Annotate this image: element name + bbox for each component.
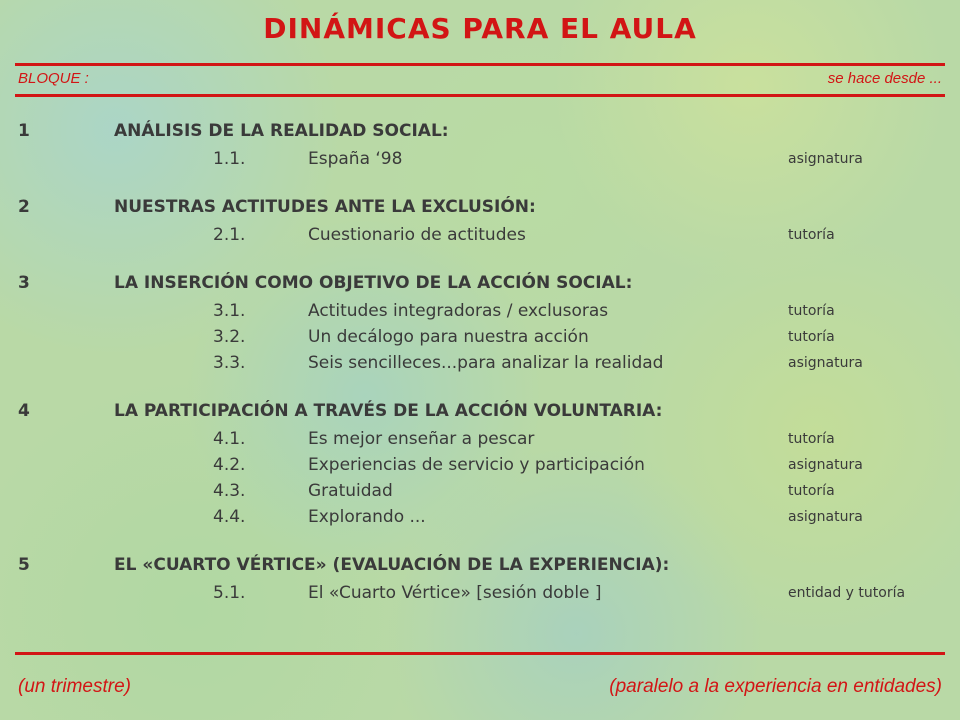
section-number: 1 [18, 121, 30, 141]
item-responsible: tutoría [788, 329, 835, 345]
item-responsible: tutoría [788, 483, 835, 499]
list-item [18, 504, 948, 530]
list-item [18, 580, 948, 606]
list-item [18, 146, 948, 172]
section-number: 2 [18, 197, 30, 217]
item-number: 2.1. [213, 225, 246, 245]
header-left-label: BLOQUE : [18, 70, 89, 87]
list-item [18, 298, 948, 324]
item-number: 4.4. [213, 507, 246, 527]
list-item [18, 478, 948, 504]
item-number: 4.3. [213, 481, 246, 501]
item-responsible: asignatura [788, 355, 863, 371]
section-heading [18, 116, 948, 146]
item-number: 5.1. [213, 583, 246, 603]
footer-left-note: (un trimestre) [18, 676, 131, 697]
item-title: Actitudes integradoras / exclusoras [308, 301, 609, 321]
section-heading [18, 192, 948, 222]
top-divider [15, 63, 945, 66]
item-title: Un decálogo para nuestra acción [308, 327, 589, 347]
item-title: El «Cuarto Vértice» [sesión doble ] [308, 583, 602, 603]
page-title: DINÁMICAS PARA EL AULA [263, 12, 697, 45]
section-3 [18, 268, 948, 376]
section-title: ANÁLISIS DE LA REALIDAD SOCIAL: [114, 121, 449, 141]
section-heading [18, 268, 948, 298]
item-title: Explorando ... [308, 507, 426, 527]
section-5 [18, 550, 948, 606]
item-number: 4.2. [213, 455, 246, 475]
section-title: NUESTRAS ACTITUDES ANTE LA EXCLUSIÓN: [114, 197, 536, 217]
section-heading [18, 396, 948, 426]
list-item [18, 350, 948, 376]
item-title: Es mejor enseñar a pescar [308, 429, 535, 449]
item-number: 3.1. [213, 301, 246, 321]
item-responsible: tutoría [788, 431, 835, 447]
item-number: 1.1. [213, 149, 246, 169]
footer-right-note: (paralelo a la experiencia en entidades) [609, 676, 942, 697]
item-number: 3.3. [213, 353, 246, 373]
section-title: LA INSERCIÓN COMO OBJETIVO DE LA ACCIÓN SOCIAL: [114, 273, 633, 293]
section-title: LA PARTICIPACIÓN A TRAVÉS DE LA ACCIÓN VOLUNTARIA: [114, 401, 663, 421]
item-responsible: tutoría [788, 227, 835, 243]
list-item [18, 222, 948, 248]
item-title: España ‘98 [308, 149, 403, 169]
item-responsible: tutoría [788, 303, 835, 319]
section-heading [18, 550, 948, 580]
list-item [18, 426, 948, 452]
item-responsible: asignatura [788, 509, 863, 525]
item-responsible: asignatura [788, 151, 863, 167]
item-title: Experiencias de servicio y participación [308, 455, 645, 475]
section-4 [18, 396, 948, 530]
footer-divider [15, 652, 945, 655]
header-divider [15, 94, 945, 97]
item-number: 4.1. [213, 429, 246, 449]
item-number: 3.2. [213, 327, 246, 347]
item-responsible: entidad y tutoría [788, 585, 906, 601]
list-item [18, 452, 948, 478]
item-title: Cuestionario de actitudes [308, 225, 526, 245]
section-2 [18, 192, 948, 248]
section-number: 3 [18, 273, 30, 293]
item-title: Seis sencilleces...para analizar la realidad [308, 353, 664, 373]
section-number: 4 [18, 401, 30, 421]
section-title: EL «CUARTO VÉRTICE» (EVALUACIÓN DE LA EXPERIENCIA): [114, 555, 670, 575]
header-right-label: se hace desde ... [827, 70, 942, 87]
list-item [18, 324, 948, 350]
item-responsible: asignatura [788, 457, 863, 473]
section-number: 5 [18, 555, 30, 575]
item-title: Gratuidad [308, 481, 393, 501]
section-1 [18, 116, 948, 172]
